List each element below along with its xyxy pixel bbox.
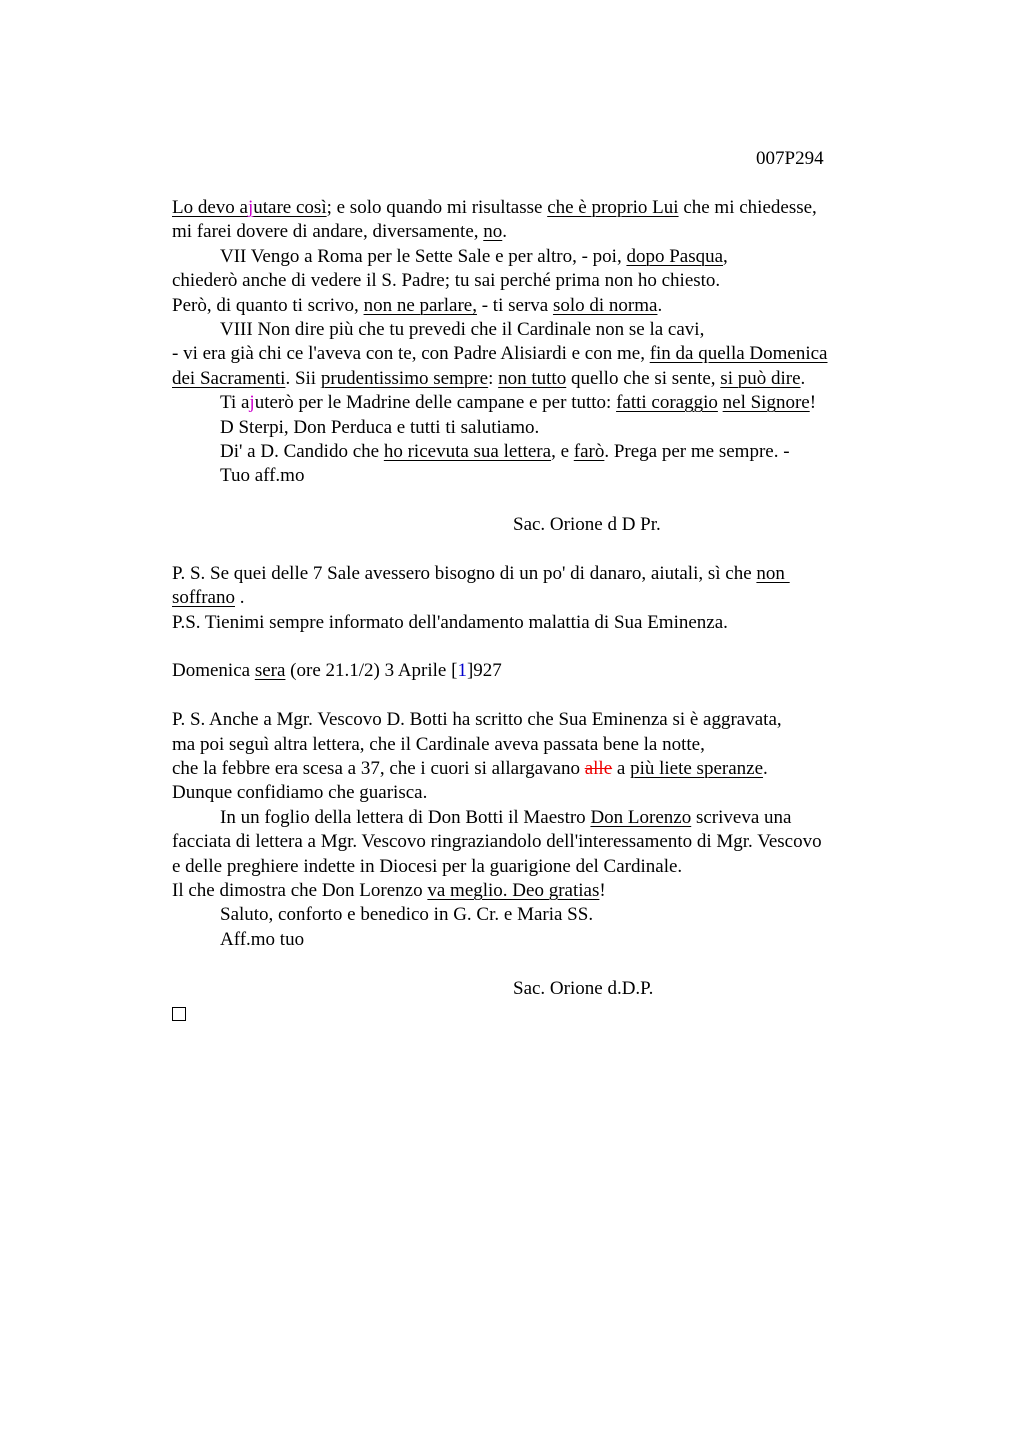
date-line <box>172 659 902 683</box>
text-span: chiederò anche di vedere il S. Padre; tu sai perché prima non ho chiesto. <box>172 270 721 292</box>
editorial-digit: 1 <box>457 660 467 682</box>
text-span: P. S. Anche a Mgr. Vescovo D. Botti ha scritto che Sua Eminenza si è aggravata, <box>172 709 782 731</box>
text-span: . <box>800 367 806 389</box>
underlined-text: farò <box>573 440 605 462</box>
underlined-text: Lo devo a <box>172 197 248 218</box>
text-span: Domenica <box>172 660 255 682</box>
text-line <box>172 269 902 293</box>
text-span: ; e solo quando mi risultasse <box>326 197 548 218</box>
underlined-text: ho ricevuta sua lettera <box>383 440 552 462</box>
blank-line <box>172 489 902 513</box>
text-span: . <box>502 221 507 243</box>
text-line <box>172 733 902 757</box>
blank-line <box>172 635 902 659</box>
text-line <box>172 708 902 732</box>
text-span: quello che si sente, <box>566 367 721 389</box>
underlined-text: non <box>756 562 790 584</box>
underlined-text: prudentissimo sempre <box>320 367 489 389</box>
underlined-text: si può dire <box>720 367 801 389</box>
text-span: scriveva una <box>691 806 792 828</box>
text-line <box>172 781 902 805</box>
text-span: - ti serva <box>476 294 553 316</box>
text-line <box>172 367 902 391</box>
text-line <box>172 757 902 781</box>
signature: Sac. Orione d.D.P. <box>513 977 654 999</box>
text-span: ! <box>599 879 606 901</box>
underlined-text: Don Lorenzo <box>590 806 692 828</box>
text-span: che mi chiedesse, <box>678 197 817 218</box>
text-span: In un foglio della lettera di Don Botti il Maestro <box>220 806 591 828</box>
text-span: Ti a <box>220 392 250 414</box>
text-span: . Prega per me sempre. - <box>604 440 790 462</box>
text-span: (ore 21.1/2) 3 Aprile [ <box>285 660 458 682</box>
underlined-text: dei Sacramenti <box>172 367 286 389</box>
text-span: , <box>723 245 728 267</box>
text-span: e delle preghiere indette in Diocesi per la guarigione del Cardinale. <box>172 855 683 877</box>
signature: Sac. Orione d D Pr. <box>513 514 661 536</box>
text-span: , e <box>551 440 574 462</box>
underlined-text: fatti coraggio <box>616 392 718 414</box>
text-line <box>172 294 902 318</box>
text-line <box>172 903 902 927</box>
text-line <box>172 220 902 244</box>
underlined-text: va meglio. Deo gratias <box>427 879 600 901</box>
text-span: . Sii <box>285 367 321 389</box>
blank-line <box>172 537 902 561</box>
underlined-text: sera <box>254 660 286 682</box>
text-line <box>172 196 902 220</box>
text-line <box>172 806 902 830</box>
underlined-text: più liete speranze <box>630 757 764 779</box>
text-span: uterò per le Madrine delle campane e per tutto: <box>254 392 617 414</box>
underlined-text: nel Signore <box>722 392 810 414</box>
closing: Aff.mo tuo <box>220 928 305 950</box>
text-line <box>172 562 902 586</box>
text-span: D Sterpi, Don Perduca e tutti ti salutiamo. <box>220 416 540 438</box>
text-span: VIII Non dire più che tu prevedi che il Cardinale non se la cavi, <box>220 318 705 340</box>
square-icon <box>172 1007 186 1021</box>
text-line <box>172 611 902 635</box>
blank-line <box>172 684 902 708</box>
text-span: Saluto, conforto e benedico in G. Cr. e Maria SS. <box>220 904 594 926</box>
signature-line <box>172 513 902 537</box>
underlined-text: non tutto <box>498 367 567 389</box>
document-reference: 007P294 <box>756 148 824 169</box>
underlined-text: che è proprio Lui <box>547 197 679 218</box>
text-span: facciata di lettera a Mgr. Vescovo ringraziandolo dell'interessamento di Mgr. Vescovo <box>172 831 822 853</box>
underlined-text: solo di norma <box>552 294 658 316</box>
text-span: Dunque confidiamo che guarisca. <box>172 782 428 804</box>
text-span: P.S. Tienimi sempre informato dell'andamento malattia di Sua Eminenza. <box>172 611 728 633</box>
text-line <box>172 464 902 488</box>
text-line <box>172 830 902 854</box>
text-span: P. S. Se quei delle 7 Sale avessero bisogno di un po' di danaro, aiutali, sì che <box>172 562 757 584</box>
inserted-letter: j <box>247 197 254 218</box>
text-span: Però, di quanto ti scrivo, <box>172 294 364 316</box>
text-span: che la febbre era scesa a 37, che i cuori si allargavano <box>172 757 585 779</box>
closing: Tuo aff.mo <box>220 465 305 487</box>
text-line <box>172 440 902 464</box>
text-span: ma poi seguì altra lettera, che il Cardinale aveva passata bene la notte, <box>172 733 705 755</box>
underlined-text: dopo Pasqua <box>626 245 724 267</box>
text-line <box>172 879 902 903</box>
underlined-text: fin da quella Domenica <box>649 343 828 365</box>
underlined-text: utare così <box>253 197 327 218</box>
text-line <box>172 928 902 952</box>
text-line <box>172 391 902 415</box>
letter-body <box>172 196 902 1025</box>
text-line <box>172 342 902 366</box>
text-line <box>172 586 902 610</box>
text-span: Il che dimostra che Don Lorenzo <box>172 879 428 901</box>
end-marker-line <box>172 1001 902 1025</box>
signature-line <box>172 977 902 1001</box>
text-span: mi farei dovere di andare, diversamente, <box>172 221 484 243</box>
text-span: ]927 <box>466 660 502 682</box>
text-line <box>172 416 902 440</box>
text-span: - vi era già chi ce l'aveva con te, con Padre Alisiardi e con me, <box>172 343 650 365</box>
text-span: . <box>763 757 768 779</box>
blank-line <box>172 952 902 976</box>
text-line <box>172 245 902 269</box>
text-line <box>172 855 902 879</box>
text-line <box>172 318 902 342</box>
text-span: a <box>612 757 631 779</box>
underlined-text: non ne parlare, <box>363 294 477 316</box>
deleted-text: alle <box>584 757 613 779</box>
text-span: ! <box>809 392 817 414</box>
text-span: . <box>234 587 245 609</box>
inserted-letter: j <box>249 392 255 414</box>
underlined-text: soffrano <box>172 587 235 609</box>
text-span: VII Vengo a Roma per le Sette Sale e per altro, - poi, <box>220 245 627 267</box>
text-span: : <box>488 367 499 389</box>
text-span: Di' a D. Candido che <box>220 440 384 462</box>
underlined-text: no <box>483 221 503 243</box>
text-span: . <box>657 294 663 316</box>
